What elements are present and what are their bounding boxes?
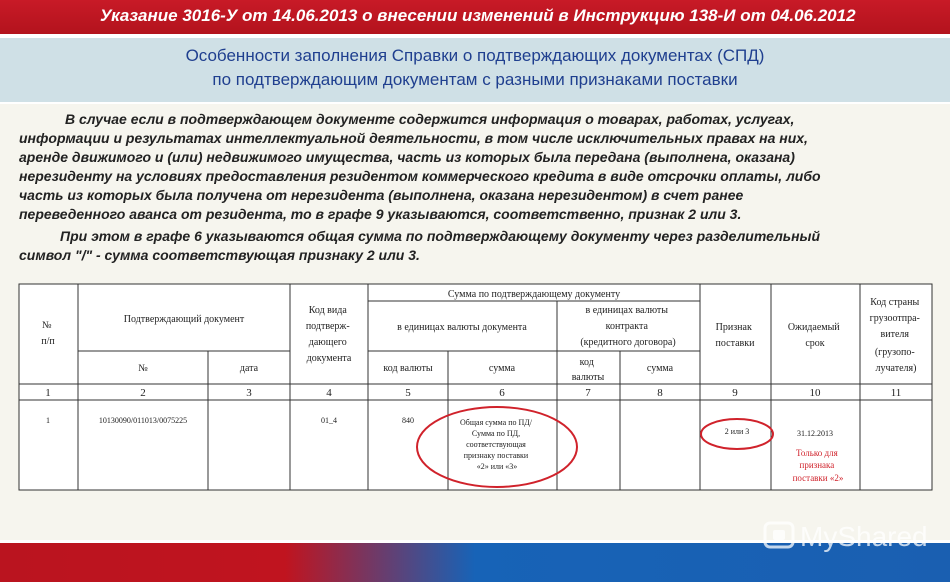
header-delivery-sign: Признак поставки [715, 322, 755, 349]
header-sum-document-currency: в единицах валюты документа [397, 322, 527, 333]
header-document-kind: Код вида подтверж- дающего документа [305, 305, 352, 364]
body-line: аренде движимого и (или) недвижимого имущества, часть из которых была передана (выполнена, оказана) [19, 149, 795, 165]
row-expected-term: 31.12.2013 [797, 429, 833, 438]
row-document-number: 10130090/011013/0075225 [98, 416, 188, 425]
header-amount: сумма [488, 363, 516, 374]
subtitle-line-1: Особенности заполнения Справки о подтверждающих документах (СПД) [185, 46, 765, 65]
header-document-number: № [138, 363, 148, 374]
row-term-note: Только для признака поставки «2» [792, 448, 844, 483]
header-document: Подтверждающий документ [123, 314, 245, 325]
watermark-logo-icon [762, 518, 796, 552]
body-line: нерезиденту на условиях предоставления резидентом коммерческого кредита в виде отсрочки оплаты, либо [19, 168, 821, 184]
column-number: 1 [45, 387, 51, 399]
header-number: № п/п [41, 320, 55, 347]
row-number: 1 [46, 416, 50, 425]
header-sum: Сумма по подтверждающему документу [447, 289, 621, 300]
column-number: 2 [140, 387, 146, 399]
slide-title: Указание 3016-У от 14.06.2013 о внесении изменений в Инструкцию 138-И от 04.06.2012 [100, 6, 856, 25]
body-line: символ "/" - сумма соответствующая признаку 2 или 3. [19, 247, 420, 263]
header-sum-contract-currency: в единицах валюты контракта (кредитного договора) [580, 305, 676, 348]
column-number: 4 [326, 387, 332, 399]
header-currency-code: код валюты [383, 363, 433, 374]
column-number: 8 [657, 387, 663, 399]
body-line: При этом в графе 6 указываются общая сумма по подтверждающему документу через разделительный [60, 228, 821, 244]
header-contract-amount: сумма [646, 363, 674, 374]
column-number: 11 [890, 387, 902, 399]
row-delivery-sign: 2 или 3 [724, 427, 750, 436]
watermark: MyShared [800, 521, 928, 552]
column-number: 5 [405, 387, 411, 399]
subtitle-line-2: по подтверждающим документам с разными признаками поставки [212, 70, 738, 89]
column-number: 6 [499, 387, 505, 399]
row-kind-code: 01_4 [321, 416, 337, 425]
column-number: 9 [732, 387, 738, 399]
column-number: 10 [809, 387, 821, 399]
row-currency-code: 840 [402, 416, 414, 425]
header-country-code: Код страны грузоотпра- вителя (грузопо- лучателя) [869, 297, 920, 374]
header-contract-currency-code: код валюты [571, 357, 605, 383]
header-expected-term: Ожидаемый срок [787, 322, 840, 349]
body-line: В случае если в подтверждающем документе содержится информация о товарах, работах, услугах, [65, 111, 795, 127]
row-amount-note: Общая сумма по ПД/ Сумма по ПД, соответствующая признаку поставки «2» или «3» [460, 418, 532, 471]
column-number: 3 [246, 387, 252, 399]
header-document-date: дата [239, 363, 259, 374]
column-number: 7 [585, 387, 591, 399]
body-line: переведенного аванса от резидента, то в графе 9 указываются, соответственно, признак 2 или 3. [19, 206, 742, 222]
body-line: часть из которых была получена от нерезидента (выполнена, оказана нерезидентом) в счет ранее [19, 187, 744, 203]
body-line: информации и результатах интеллектуальной деятельности, в том числе исключительных правах на них, [19, 130, 808, 146]
